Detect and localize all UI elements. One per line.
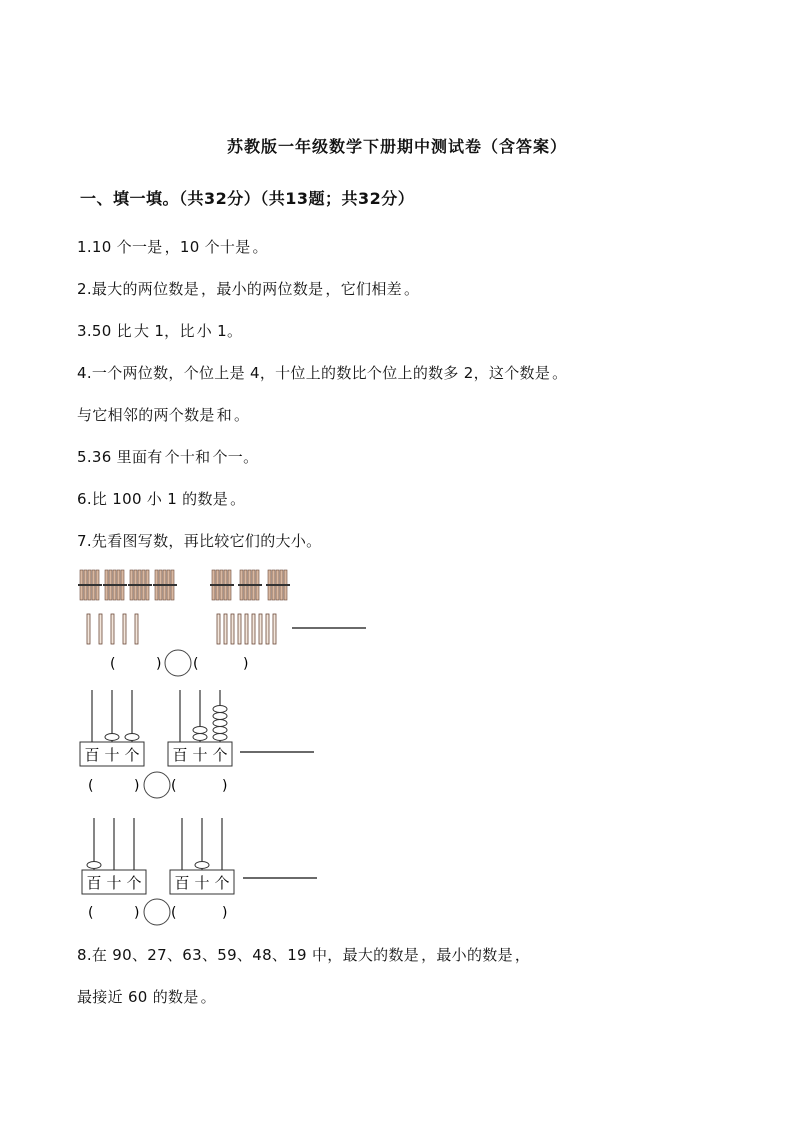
abacus-label: 个	[212, 746, 228, 764]
right-paren: )	[243, 656, 249, 672]
q8-text-d: 最接近 60 的数是	[77, 988, 199, 1006]
abacus	[170, 818, 234, 894]
q8-text-b: ，最小的数是	[421, 946, 513, 964]
right-paren: )	[134, 778, 140, 794]
abacus-label: 十	[104, 746, 120, 764]
q4-text-a: 4.一个两位数，个位上是 4，十位上的数比个位上的数多 2，这个数是	[77, 364, 551, 382]
abacus-label: 个	[126, 874, 142, 892]
q2-text-a: 2.最大的两位数是	[77, 280, 200, 298]
single-stick	[259, 614, 262, 644]
q8-text-e: 。	[200, 988, 216, 1006]
right-paren: )	[156, 656, 162, 672]
abacus-label: 个	[124, 746, 140, 764]
question-8-line-2	[77, 986, 216, 1007]
stick-bundle	[266, 570, 290, 600]
q3-text-a: 3.50 比	[77, 322, 132, 340]
stick-bundle	[210, 570, 234, 600]
single-stick	[217, 614, 220, 644]
q8-text-c: ，	[514, 946, 531, 964]
q2-text-b: ，最小的两位数是	[201, 280, 324, 298]
q1-text-c: 。	[252, 238, 268, 256]
single-stick	[252, 614, 255, 644]
stick-bundles-figure	[78, 570, 366, 676]
q4-text-b: 。	[552, 364, 568, 382]
q5-text-b: 个十和	[164, 448, 211, 466]
abacus-bead	[213, 706, 227, 713]
q6-text-b: 。	[230, 490, 246, 508]
q5-text-c: 个一。	[212, 448, 259, 466]
left-paren: (	[110, 656, 116, 672]
single-stick	[123, 614, 126, 644]
question-8	[77, 944, 530, 965]
abacus-label: 百	[86, 874, 102, 892]
question-7: 7.先看图写数，再比较它们的大小。	[77, 532, 322, 550]
abacus-bead	[195, 862, 209, 869]
single-stick	[266, 614, 269, 644]
abacus-label: 百	[174, 874, 190, 892]
abacus	[80, 690, 144, 766]
right-paren: )	[222, 905, 228, 921]
stick-bundle	[103, 570, 127, 600]
single-stick	[273, 614, 276, 644]
stick-bundle	[238, 570, 262, 600]
single-stick	[231, 614, 234, 644]
abacus-label: 个	[214, 874, 230, 892]
q4-text-c: 与它相邻的两个数是	[77, 406, 215, 424]
abacus-bead	[87, 862, 101, 869]
abacus-bead	[213, 734, 227, 741]
single-stick	[135, 614, 138, 644]
abacus-bead	[105, 734, 119, 741]
right-paren: )	[134, 905, 140, 921]
abacus	[168, 690, 232, 766]
abacus-bead	[213, 727, 227, 734]
abacus-bead	[193, 727, 207, 734]
right-paren: )	[222, 778, 228, 794]
stick-bundle	[128, 570, 152, 600]
abacus-label: 十	[106, 874, 122, 892]
q8-text-a: 8.在 90、27、63、59、48、19 中，最大的数是	[77, 946, 420, 964]
abacus-bead	[125, 734, 139, 741]
single-stick	[245, 614, 248, 644]
q3-text-c: 小 1。	[196, 322, 243, 340]
compare-circle	[165, 650, 191, 676]
q5-text-a: 5.36 里面有	[77, 448, 163, 466]
q2-text-d: 。	[403, 280, 420, 298]
compare-circle	[144, 899, 170, 925]
q6-text-a: 6.比 100 小 1 的数是	[77, 490, 229, 508]
left-paren: (	[193, 656, 199, 672]
single-stick	[99, 614, 102, 644]
left-paren: (	[88, 778, 94, 794]
q2-text-c: ，它们相差	[325, 280, 402, 298]
abacus-bead	[213, 720, 227, 727]
left-paren: (	[88, 905, 94, 921]
abacus-bead	[193, 734, 207, 741]
left-paren: (	[171, 905, 177, 921]
page-title: 苏教版一年级数学下册期中测试卷（含答案）	[226, 137, 567, 156]
abacus-label: 百	[172, 746, 188, 764]
compare-circle	[144, 772, 170, 798]
single-stick	[111, 614, 114, 644]
section-heading: 一、填一填。（共32分）（共13题；共32分）	[80, 189, 415, 208]
q1-text-b: ，10 个十是	[164, 238, 251, 256]
abacus	[82, 818, 146, 894]
abacus-label: 百	[84, 746, 100, 764]
left-paren: (	[171, 778, 177, 794]
single-stick	[87, 614, 90, 644]
abacus-figure-1	[80, 690, 314, 798]
q3-text-b: 大 1，比	[133, 322, 195, 340]
single-stick	[224, 614, 227, 644]
abacus-label: 十	[192, 746, 208, 764]
q1-text-a: 1.10 个一是	[77, 238, 163, 256]
stick-bundle	[78, 570, 102, 600]
q4-text-e: 。	[234, 406, 250, 424]
abacus-label: 十	[194, 874, 210, 892]
abacus-bead	[213, 713, 227, 720]
stick-bundle	[153, 570, 177, 600]
abacus-figure-2	[82, 818, 317, 925]
single-stick	[238, 614, 241, 644]
q4-text-d: 和	[216, 406, 233, 424]
